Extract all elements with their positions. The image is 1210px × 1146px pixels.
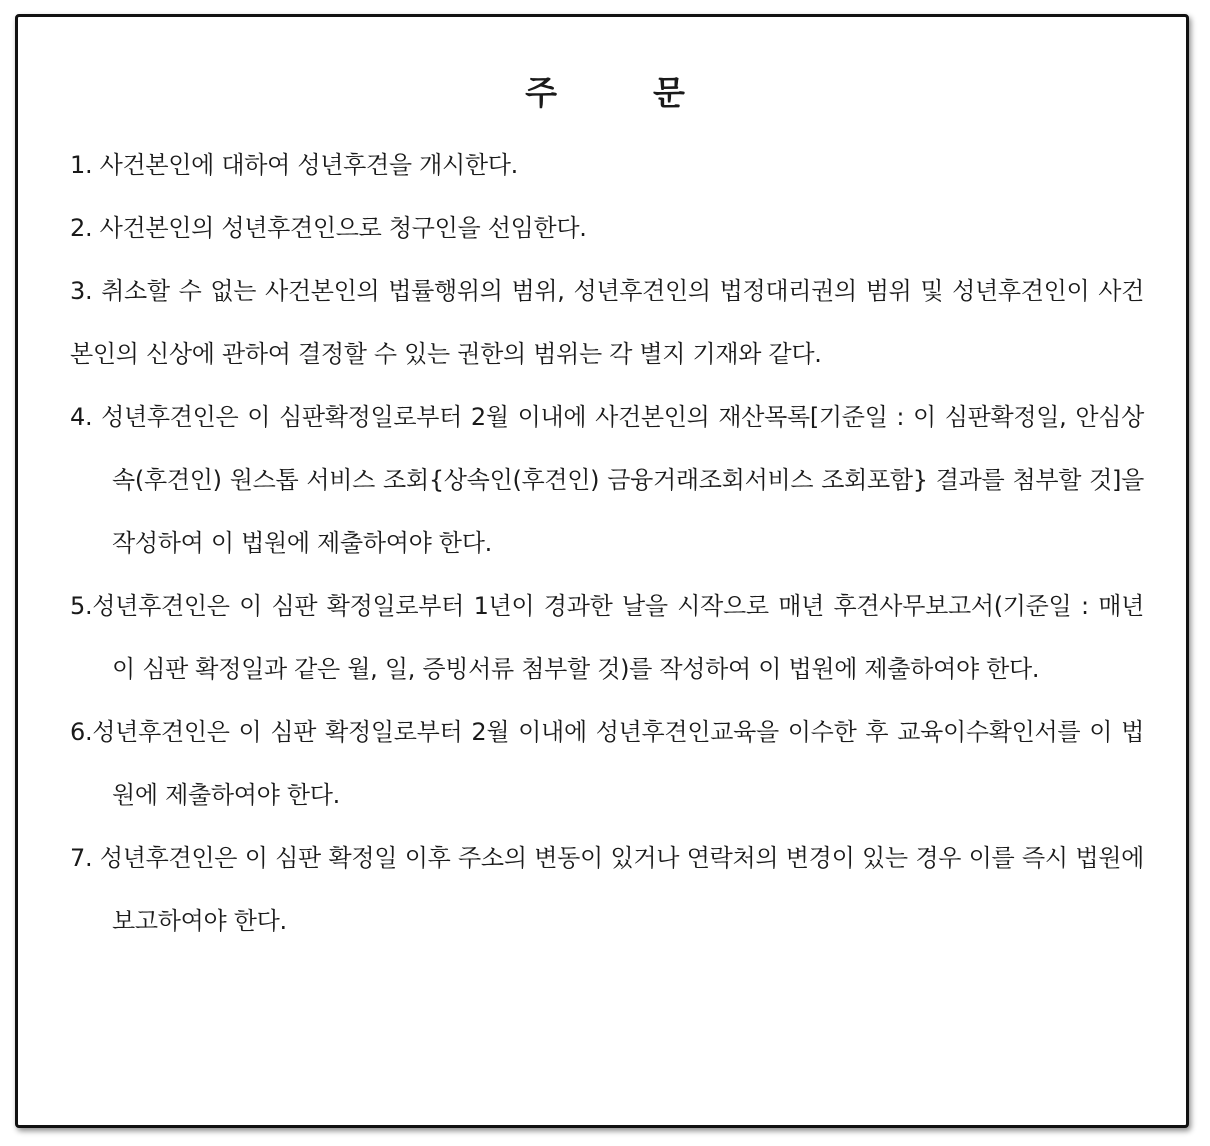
document-frame [15,14,1189,1128]
order-item-6: 6.성년후견인은 이 심판 확정일로부터 2월 이내에 성년후견인교육을 이수한 후 교육이수확인서를 이 법원에 제출하여야 한다. [70,718,1144,809]
title-char-2: 문 [653,73,685,112]
title-char-1: 주 [525,73,557,112]
document-title [18,67,1192,114]
order-item-5: 5.성년후견인은 이 심판 확정일로부터 1년이 경과한 날을 시작으로 매년 후견사무보고서(기준일 : 매년 이 심판 확정일과 같은 월, 일, 증빙서류 첨부할 것)를 작성하여 이 법원에 제출하여야 한다. [70,592,1144,683]
order-list [70,134,1144,953]
order-item-2: 2. 사건본인의 성년후견인으로 청구인을 선임한다. [70,214,587,242]
order-item-7: 7. 성년후견인은 이 심판 확정일 이후 주소의 변동이 있거나 연락처의 변경이 있는 경우 이를 즉시 법원에 보고하여야 한다. [70,844,1144,935]
order-item-4: 4. 성년후견인은 이 심판확정일로부터 2월 이내에 사건본인의 재산목록[기준일 : 이 심판확정일, 안심상속(후견인) 원스톱 서비스 조회{상속인(후견인) 금융거래조회서비스 조회포함} 결과를 첨부할 것]을 작성하여 이 법원에 제출하여야 한다. [70,403,1144,557]
order-item-3: 3. 취소할 수 없는 사건본인의 법률행위의 범위, 성년후견인의 법정대리권의 범위 및 성년후견인이 사건본인의 신상에 관하여 결정할 수 있는 권한의 범위는 각 별지 기재와 같다. [70,277,1144,368]
order-item-1: 1. 사건본인에 대하여 성년후견을 개시한다. [70,151,518,179]
